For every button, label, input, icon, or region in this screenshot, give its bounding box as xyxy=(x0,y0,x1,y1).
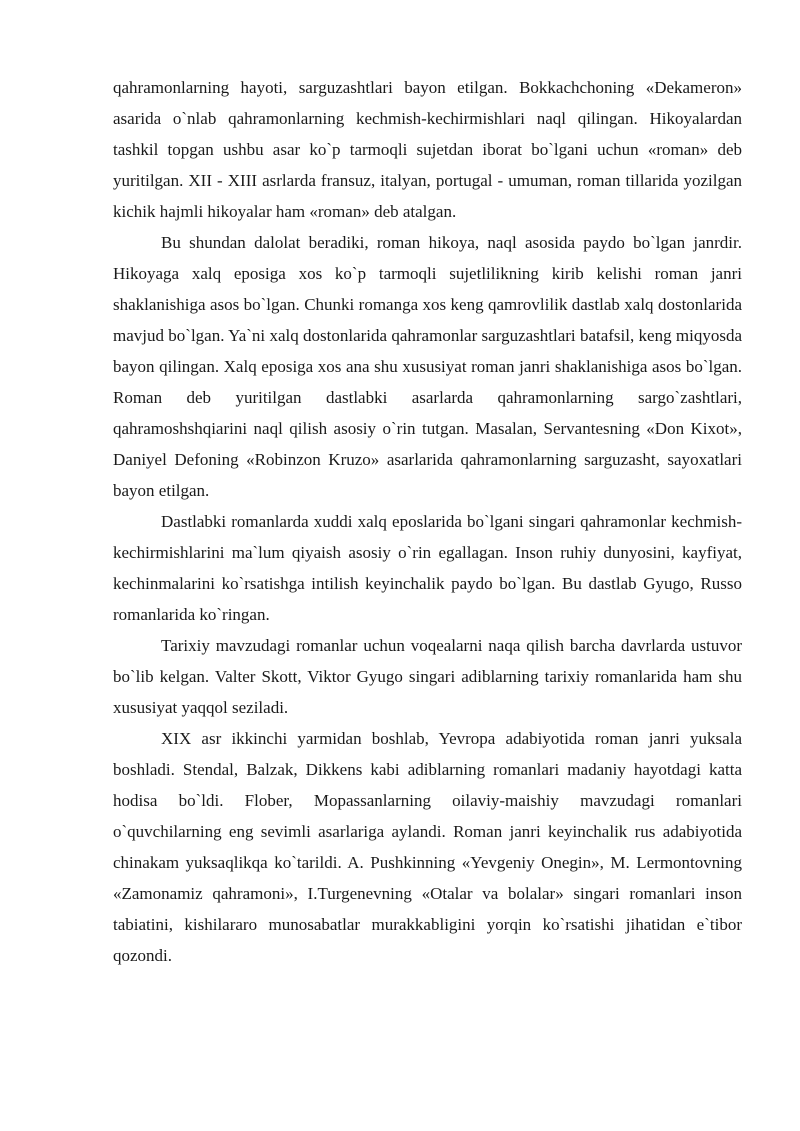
paragraph-2: Bu shundan dalolat beradiki, roman hikoya, naql asosida paydo bo`lgan janrdir. Hikoyaga xalq eposiga xos ko`p tarmoqli sujetlilikning kirib kelishi roman janri shaklanishiga asos bo`lgan. Chunki romanga xos keng qamrovlilik dastlab xalq dostonlarida mavjud bo`lgan. Ya`ni xalq dostonlarida qahramonlar sarguzashtlari batafsil, keng miqyosda bayon qilingan. Xalq eposiga xos ana shu xususiyat roman janri shaklanishiga asos bo`lgan. Roman deb yuritilgan dastlabki asarlarda qahramonlarning sargo`zashtlari, qahramoshshqiarini naql qilish asosiy o`rin tutgan. Masalan, Servantesning «Don Kixot», Daniyel Defoning «Robinzon Kruzo» asarlarida qahramonlarning sarguzasht, sayoxatlari bayon etilgan. xyxy=(113,233,742,500)
document-page xyxy=(113,72,742,971)
paragraph-5: XIX asr ikkinchi yarmidan boshlab, Yevropa adabiyotida roman janri yuksala boshladi. Stendal, Balzak, Dikkens kabi adiblarning romanlari madaniy hayotdagi katta hodisa bo`ldi. Flober, Mopassanlarning oilaviy-maishiy mavzudagi romanlari o`quvchilarning eng sevimli asarlariga aylandi. Roman janri keyinchalik rus adabiyotida chinakam yuksaqlikqa ko`tarildi. A. Pushkinning «Yevgeniy Onegin», M. Lermontovning «Zamonamiz qahramoni», I.Turgenevning «Otalar va bolalar» singari romanlari inson tabiatini, kishilararo munosabatlar murakkabligini yorqin ko`rsatishi jihatidan e`tibor qozondi. xyxy=(113,729,742,965)
paragraph-1: qahramonlarning hayoti, sarguzashtlari bayon etilgan. Bokkachchoning «Dekameron» asarida o`nlab qahramonlarning kechmish-kechirmishlari naql qilingan. Hikoyalardan tashkil topgan ushbu asar ko`p tarmoqli sujetdan iborat bo`lgani uchun «roman» deb yuritilgan. XII - XIII asrlarda fransuz, italyan, portugal - umuman, roman tillarida yozilgan kichik hajmli hikoyalar ham «roman» deb atalgan. xyxy=(113,78,742,221)
paragraph-3: Dastlabki romanlarda xuddi xalq eposlarida bo`lgani singari qahramonlar kechmish-kechirmishlarini ma`lum qiyaish asosiy o`rin egallagan. Inson ruhiy dunyosini, kayfiyat, kechinmalarini ko`rsatishga intilish keyinchalik paydo bo`lgan. Bu dastlab Gyugo, Russo romanlarida ko`ringan. xyxy=(113,512,742,624)
paragraph-4: Tarixiy mavzudagi romanlar uchun voqealarni naqa qilish barcha davrlarda ustuvor bo`lib kelgan. Valter Skott, Viktor Gyugo singari adiblarning tarixiy romanlarida ham shu xususiyat yaqqol seziladi. xyxy=(113,636,742,717)
